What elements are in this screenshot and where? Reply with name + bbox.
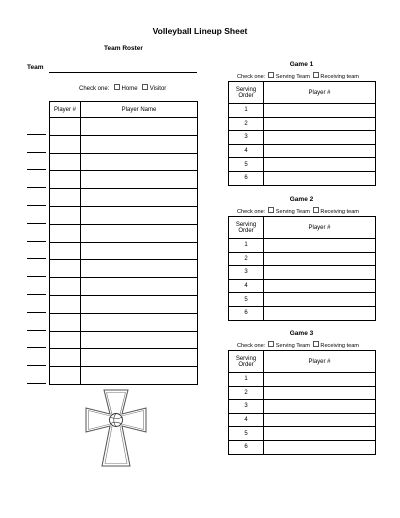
game-title: Game 3 bbox=[289, 330, 314, 337]
lineup-player-cell[interactable] bbox=[264, 386, 376, 400]
serving-team-label: Serving Team bbox=[275, 74, 310, 80]
roster-row bbox=[50, 171, 198, 189]
lineup-row bbox=[229, 144, 376, 158]
roster-row-tick[interactable] bbox=[27, 258, 46, 259]
lineup-row bbox=[229, 440, 376, 454]
roster-row-tick[interactable] bbox=[27, 347, 46, 348]
player-number-header: Player # bbox=[50, 102, 81, 118]
lineup-player-cell[interactable] bbox=[264, 117, 376, 131]
lineup-row bbox=[229, 171, 376, 185]
lineup-player-cell[interactable] bbox=[264, 293, 376, 307]
lineup-row bbox=[229, 279, 376, 293]
player-name-cell[interactable] bbox=[81, 295, 198, 313]
receiving-team-label: Receiving team bbox=[320, 209, 359, 215]
lineup-player-cell[interactable] bbox=[264, 400, 376, 414]
player-name-cell[interactable] bbox=[81, 242, 198, 260]
serving-team-label: Serving Team bbox=[275, 209, 310, 215]
lineup-row bbox=[229, 266, 376, 280]
player-number-cell[interactable] bbox=[50, 367, 81, 385]
serving-order-cell: 4 bbox=[229, 144, 264, 158]
serving-team-checkbox[interactable] bbox=[268, 207, 274, 213]
lineup-player-cell[interactable] bbox=[264, 239, 376, 253]
roster-title: Team Roster bbox=[104, 45, 143, 52]
lineup-player-cell[interactable] bbox=[264, 373, 376, 387]
serving-order-cell: 5 bbox=[229, 158, 264, 172]
serving-order-header bbox=[229, 351, 264, 373]
serving-order-cell: 1 bbox=[229, 104, 264, 118]
check-one-label: Check one: bbox=[237, 74, 266, 80]
order-label: Order bbox=[238, 92, 254, 99]
roster-header-row bbox=[50, 102, 198, 118]
lineup-header-row bbox=[229, 217, 376, 239]
lineup-player-cell[interactable] bbox=[264, 171, 376, 185]
page-title: Volleyball Lineup Sheet bbox=[152, 26, 248, 36]
player-name-cell[interactable] bbox=[81, 135, 198, 153]
lineup-table bbox=[228, 216, 376, 321]
lineup-player-cell[interactable] bbox=[264, 440, 376, 454]
lineup-row bbox=[229, 252, 376, 266]
lineup-header-row bbox=[229, 82, 376, 104]
player-number-cell[interactable] bbox=[50, 224, 81, 242]
serving-order-cell: 4 bbox=[229, 413, 264, 427]
player-name-cell[interactable] bbox=[81, 331, 198, 349]
lineup-row bbox=[229, 427, 376, 441]
team-label: Team bbox=[27, 64, 44, 71]
volleyball-cross-icon bbox=[83, 387, 149, 469]
lineup-row bbox=[229, 386, 376, 400]
serving-order-cell: 6 bbox=[229, 440, 264, 454]
lineup-player-cell[interactable] bbox=[264, 413, 376, 427]
player-name-cell[interactable] bbox=[81, 313, 198, 331]
serving-receiving-check bbox=[237, 341, 359, 349]
roster-row-tick[interactable] bbox=[27, 365, 46, 366]
serving-order-header bbox=[229, 217, 264, 239]
lineup-player-number-header: Player # bbox=[264, 217, 376, 239]
lineup-row bbox=[229, 400, 376, 414]
roster-row bbox=[50, 242, 198, 260]
serving-label: Serving bbox=[235, 355, 257, 362]
lineup-row bbox=[229, 239, 376, 253]
roster-row bbox=[50, 331, 198, 349]
check-one-label: Check one: bbox=[79, 86, 110, 92]
lineup-player-cell[interactable] bbox=[264, 427, 376, 441]
player-number-cell[interactable] bbox=[50, 278, 81, 296]
lineup-row bbox=[229, 117, 376, 131]
player-number-cell[interactable] bbox=[50, 295, 81, 313]
serving-order-cell: 5 bbox=[229, 293, 264, 307]
check-one-label: Check one: bbox=[237, 209, 266, 215]
serving-order-cell: 6 bbox=[229, 306, 264, 320]
lineup-row bbox=[229, 131, 376, 145]
roster-row-tick[interactable] bbox=[27, 205, 46, 206]
lineup-player-cell[interactable] bbox=[264, 279, 376, 293]
serving-label: Serving bbox=[235, 221, 257, 228]
order-label: Order bbox=[238, 361, 254, 368]
roster-row bbox=[50, 153, 198, 171]
player-number-cell[interactable] bbox=[50, 206, 81, 224]
roster-row-tick[interactable] bbox=[27, 152, 46, 153]
home-visitor-check bbox=[79, 84, 166, 92]
player-number-cell[interactable] bbox=[50, 135, 81, 153]
player-number-cell[interactable] bbox=[50, 242, 81, 260]
roster-row-tick[interactable] bbox=[27, 223, 46, 224]
lineup-player-number-header: Player # bbox=[264, 82, 376, 104]
roster-row bbox=[50, 118, 198, 136]
receiving-team-label: Receiving team bbox=[320, 343, 359, 349]
serving-order-cell: 6 bbox=[229, 171, 264, 185]
roster-row bbox=[50, 189, 198, 207]
player-name-cell[interactable] bbox=[81, 206, 198, 224]
roster-row-tick[interactable] bbox=[27, 330, 46, 331]
lineup-row bbox=[229, 293, 376, 307]
serving-order-cell: 3 bbox=[229, 266, 264, 280]
roster-row bbox=[50, 295, 198, 313]
roster-row-tick[interactable] bbox=[27, 187, 46, 188]
roster-row-tick[interactable] bbox=[27, 312, 46, 313]
serving-order-cell: 4 bbox=[229, 279, 264, 293]
serving-order-header bbox=[229, 82, 264, 104]
roster-row bbox=[50, 206, 198, 224]
lineup-row bbox=[229, 306, 376, 320]
player-number-cell[interactable] bbox=[50, 118, 81, 136]
game-title: Game 1 bbox=[289, 61, 314, 68]
order-label: Order bbox=[238, 227, 254, 234]
lineup-player-number-header: Player # bbox=[264, 351, 376, 373]
lineup-header-row bbox=[229, 351, 376, 373]
player-number-cell[interactable] bbox=[50, 153, 81, 171]
roster-row bbox=[50, 278, 198, 296]
roster-row bbox=[50, 135, 198, 153]
home-label: Home bbox=[121, 86, 138, 92]
lineup-row bbox=[229, 373, 376, 387]
roster-row bbox=[50, 260, 198, 278]
serving-order-cell: 3 bbox=[229, 400, 264, 414]
player-name-cell[interactable] bbox=[81, 278, 198, 296]
player-name-cell[interactable] bbox=[81, 224, 198, 242]
receiving-team-checkbox[interactable] bbox=[313, 207, 319, 213]
player-number-cell[interactable] bbox=[50, 313, 81, 331]
lineup-player-cell[interactable] bbox=[264, 131, 376, 145]
player-name-header: Player Name bbox=[81, 102, 198, 118]
serving-receiving-check bbox=[237, 72, 359, 80]
lineup-player-cell[interactable] bbox=[264, 158, 376, 172]
roster-row-tick[interactable] bbox=[27, 383, 46, 384]
check-one-label: Check one: bbox=[237, 343, 266, 349]
player-number-cell[interactable] bbox=[50, 349, 81, 367]
player-name-cell[interactable] bbox=[81, 153, 198, 171]
team-name-field[interactable] bbox=[49, 72, 197, 73]
receiving-team-checkbox[interactable] bbox=[313, 72, 319, 78]
player-name-cell[interactable] bbox=[81, 367, 198, 385]
player-name-cell[interactable] bbox=[81, 118, 198, 136]
player-number-cell[interactable] bbox=[50, 331, 81, 349]
lineup-table bbox=[228, 81, 376, 186]
player-number-cell[interactable] bbox=[50, 260, 81, 278]
roster-row-tick[interactable] bbox=[27, 134, 46, 135]
roster-table bbox=[49, 101, 198, 385]
receiving-team-label: Receiving team bbox=[320, 74, 359, 80]
player-name-cell[interactable] bbox=[81, 171, 198, 189]
player-name-cell[interactable] bbox=[81, 260, 198, 278]
serving-order-cell: 2 bbox=[229, 117, 264, 131]
home-checkbox[interactable] bbox=[114, 84, 120, 90]
receiving-team-checkbox[interactable] bbox=[313, 341, 319, 347]
lineup-table bbox=[228, 350, 376, 455]
lineup-player-cell[interactable] bbox=[264, 252, 376, 266]
roster-row bbox=[50, 367, 198, 385]
player-name-cell[interactable] bbox=[81, 349, 198, 367]
serving-label: Serving bbox=[235, 86, 257, 93]
roster-row bbox=[50, 224, 198, 242]
serving-order-cell: 1 bbox=[229, 239, 264, 253]
lineup-row bbox=[229, 158, 376, 172]
lineup-row bbox=[229, 104, 376, 118]
game-title: Game 2 bbox=[289, 196, 314, 203]
roster-row-tick[interactable] bbox=[27, 294, 46, 295]
serving-team-label: Serving Team bbox=[275, 343, 310, 349]
player-number-cell[interactable] bbox=[50, 189, 81, 207]
visitor-label: Visitor bbox=[149, 86, 167, 92]
roster-row-tick[interactable] bbox=[27, 276, 46, 277]
roster-row bbox=[50, 349, 198, 367]
lineup-player-cell[interactable] bbox=[264, 104, 376, 118]
serving-team-checkbox[interactable] bbox=[268, 72, 274, 78]
lineup-row bbox=[229, 413, 376, 427]
roster-row-tick[interactable] bbox=[27, 169, 46, 170]
serving-team-checkbox[interactable] bbox=[268, 341, 274, 347]
serving-order-cell: 5 bbox=[229, 427, 264, 441]
serving-receiving-check bbox=[237, 207, 359, 215]
player-number-cell[interactable] bbox=[50, 171, 81, 189]
serving-order-cell: 2 bbox=[229, 252, 264, 266]
serving-order-cell: 1 bbox=[229, 373, 264, 387]
serving-order-cell: 2 bbox=[229, 386, 264, 400]
lineup-player-cell[interactable] bbox=[264, 266, 376, 280]
lineup-player-cell[interactable] bbox=[264, 306, 376, 320]
roster-row bbox=[50, 313, 198, 331]
roster-row-tick[interactable] bbox=[27, 241, 46, 242]
roster-body bbox=[50, 118, 198, 385]
lineup-player-cell[interactable] bbox=[264, 144, 376, 158]
player-name-cell[interactable] bbox=[81, 189, 198, 207]
serving-order-cell: 3 bbox=[229, 131, 264, 145]
visitor-checkbox[interactable] bbox=[142, 84, 148, 90]
